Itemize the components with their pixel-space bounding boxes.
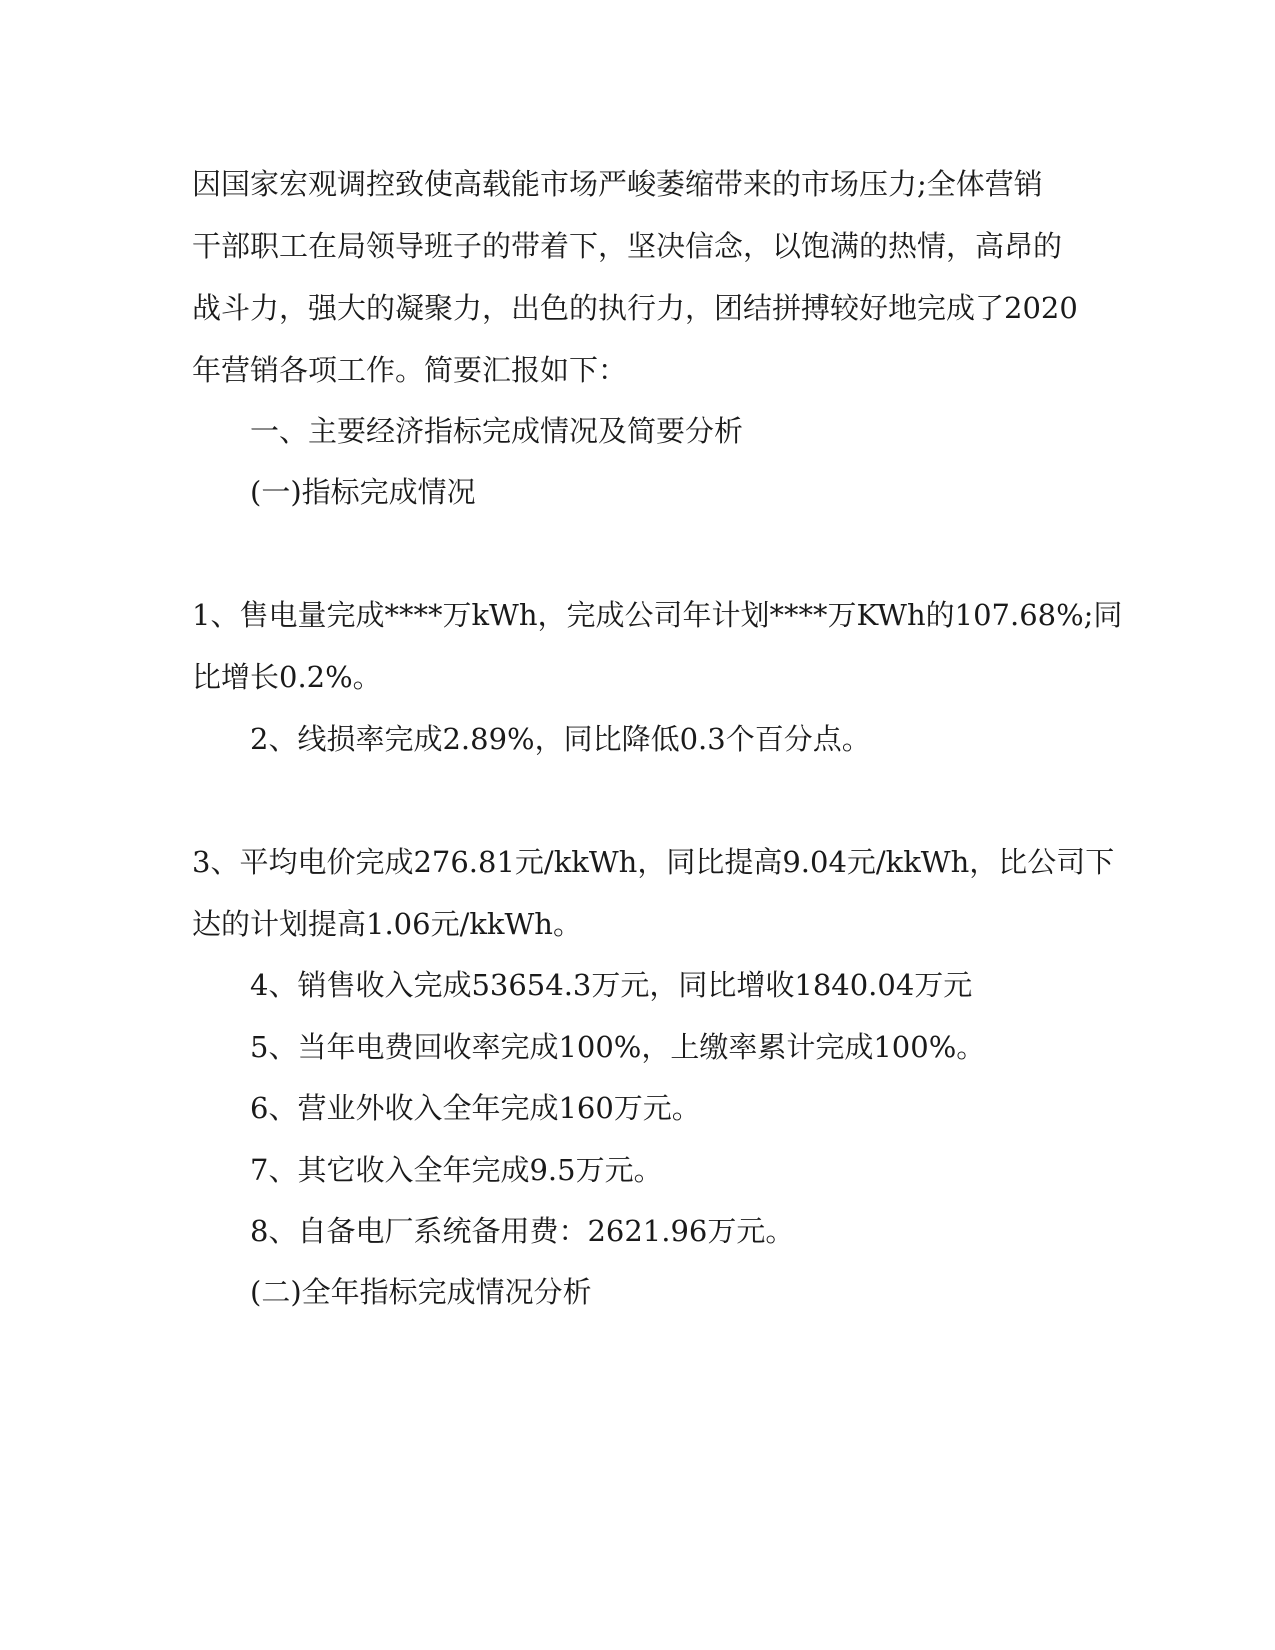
item-1-line-1: 1、售电量完成****万kWh，完成公司年计划****万KWh的107.68%;同 bbox=[192, 598, 1123, 632]
item-4: 4、销售收入完成53654.3万元，同比增收1840.04万元 bbox=[250, 968, 973, 1002]
subsection-1-heading: (一)指标完成情况 bbox=[250, 475, 476, 509]
intro-line-4: 年营销各项工作。简要汇报如下： bbox=[192, 353, 628, 387]
item-5: 5、当年电费回收率完成100%，上缴率累计完成100%。 bbox=[250, 1030, 986, 1064]
intro-line-3: 战斗力，强大的凝聚力，出色的执行力，团结拼搏较好地完成了2020 bbox=[192, 291, 1078, 325]
intro-line-2: 干部职工在局领导班子的带着下，坚决信念，以饱满的热情，高昂的 bbox=[192, 229, 1063, 263]
intro-line-1: 因国家宏观调控致使高载能市场严峻萎缩带来的市场压力;全体营销 bbox=[192, 167, 1043, 201]
item-2: 2、线损率完成2.89%，同比降低0.3个百分点。 bbox=[250, 722, 871, 756]
item-3-line-1: 3、平均电价完成276.81元/kkWh，同比提高9.04元/kkWh，比公司下 bbox=[192, 845, 1115, 879]
section-1-heading: 一、主要经济指标完成情况及简要分析 bbox=[250, 414, 744, 448]
item-6: 6、营业外收入全年完成160万元。 bbox=[250, 1091, 701, 1125]
item-8: 8、自备电厂系统备用费：2621.96万元。 bbox=[250, 1214, 795, 1248]
item-7: 7、其它收入全年完成9.5万元。 bbox=[250, 1153, 663, 1187]
subsection-2-heading: (二)全年指标完成情况分析 bbox=[250, 1275, 592, 1309]
item-3-line-2: 达的计划提高1.06元/kkWh。 bbox=[192, 907, 582, 941]
item-1-line-2: 比增长0.2%。 bbox=[192, 660, 382, 694]
